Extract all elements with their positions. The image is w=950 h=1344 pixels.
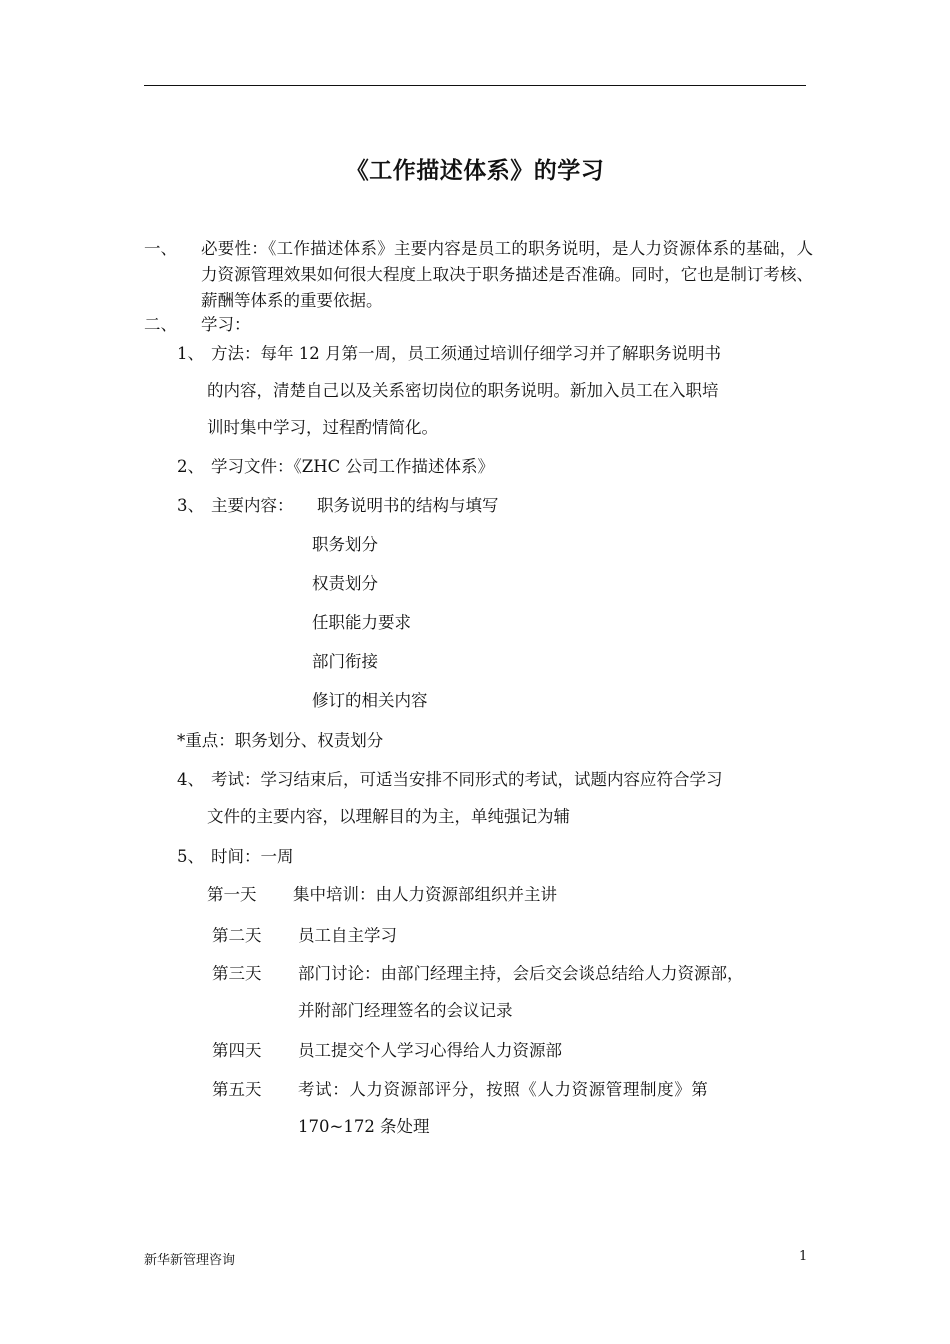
- item-2-number: 2、: [177, 457, 204, 476]
- content-item: 职务说明书的结构与填写: [317, 496, 499, 515]
- schedule-day: 第二天: [212, 926, 262, 945]
- schedule-text: 170~172 条处理: [298, 1117, 430, 1136]
- item-4-number: 4、: [177, 770, 204, 789]
- item-1-number: 1、: [177, 344, 204, 363]
- schedule-text: 部门讨论：由部门经理主持，会后交会谈总结给人力资源部，: [298, 964, 744, 983]
- schedule-day: 第三天: [212, 964, 262, 983]
- section-1-number: 一、: [144, 239, 177, 258]
- content-item: 任职能力要求: [312, 613, 411, 632]
- document-title: 《工作描述体系》的学习: [345, 158, 605, 184]
- header-rule: [144, 85, 806, 86]
- content-item: 修订的相关内容: [312, 691, 428, 710]
- item-3-label: 主要内容：: [211, 496, 294, 515]
- footer-company: 新华新管理咨询: [144, 1253, 236, 1268]
- item-4-line-2: 文件的主要内容，以理解目的为主，单纯强记为辅: [207, 807, 570, 826]
- schedule-text: 并附部门经理签名的会议记录: [298, 1001, 513, 1020]
- page-number: 1: [799, 1249, 808, 1264]
- section-2-label: 学习：: [201, 315, 251, 334]
- item-1-line-1: 方法：每年 12 月第一周，员工须通过培训仔细学习并了解职务说明书: [211, 344, 721, 363]
- item-1-line-3: 训时集中学习，过程酌情简化。: [207, 418, 438, 437]
- schedule-text: 考试：人力资源部评分，按照《人力资源管理制度》第: [298, 1080, 709, 1099]
- content-item: 权责划分: [312, 574, 378, 593]
- schedule-text: 集中培训：由人力资源部组织并主讲: [293, 885, 557, 904]
- schedule-day: 第四天: [212, 1041, 262, 1060]
- content-item: 部门衔接: [312, 652, 378, 671]
- schedule-text: 员工自主学习: [298, 926, 397, 945]
- item-4-line-1: 考试：学习结束后，可适当安排不同形式的考试，试题内容应符合学习: [211, 770, 723, 789]
- key-point: *重点：职务划分、权责划分: [177, 731, 384, 750]
- item-3-number: 3、: [177, 496, 204, 515]
- item-1-line-2: 的内容，清楚自己以及关系密切岗位的职务说明。新加入员工在入职培: [207, 381, 719, 400]
- section-1-text: 必要性：《工作描述体系》主要内容是员工的职务说明，是人力资源体系的基础，人力资源管理效果如何很大程度上取决于职务描述是否准确。同时，它也是制订考核、薪酬等体系的重要依据。: [201, 239, 813, 310]
- section-2-number: 二、: [144, 315, 177, 334]
- content-item: 职务划分: [312, 535, 378, 554]
- item-2-text: 学习文件：《ZHC 公司工作描述体系》: [211, 457, 494, 476]
- item-5-number: 5、: [177, 847, 204, 866]
- item-5-text: 时间：一周: [211, 847, 294, 866]
- schedule-day: 第一天: [207, 885, 257, 904]
- schedule-text: 员工提交个人学习心得给人力资源部: [298, 1041, 562, 1060]
- schedule-day: 第五天: [212, 1080, 262, 1099]
